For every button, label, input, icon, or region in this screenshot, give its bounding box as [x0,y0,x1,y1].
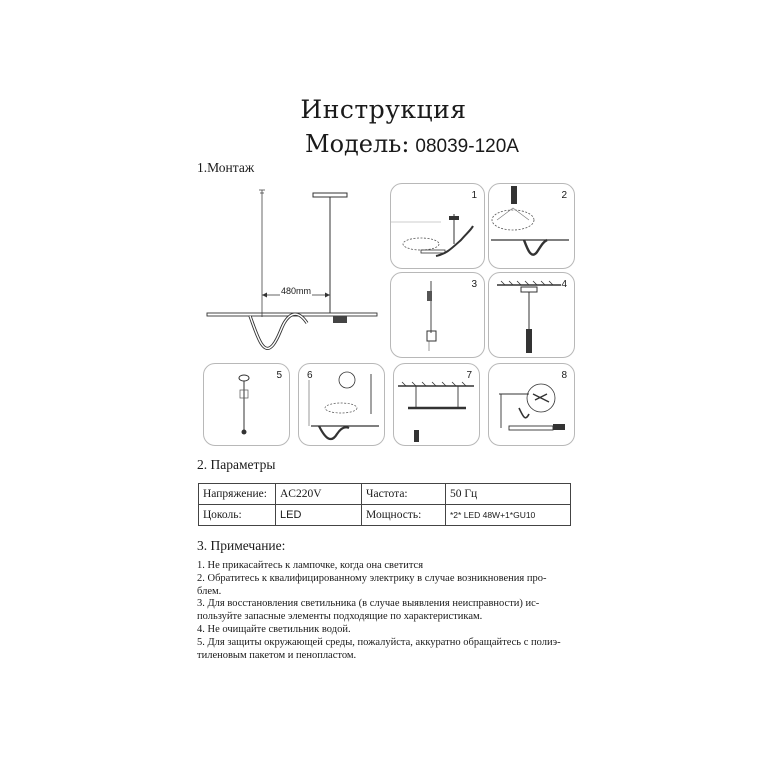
step-number: 5 [276,370,282,381]
step-panel-4 [488,272,575,358]
section-notes-heading: 3. Примечание: [197,538,286,553]
param-label: Частота: [362,484,446,505]
step-panel-8 [488,363,575,446]
step-number: 6 [307,370,313,381]
note-line: блем. [197,585,222,597]
model-number: 08039-120A [415,136,519,157]
note-line: 4. Не очищайте светильник водой. [197,623,351,635]
step-panel-3 [390,272,485,358]
params-table [198,483,571,526]
main-assembly-diagram [195,185,380,355]
step-panel-2 [488,183,575,269]
step-number: 1 [471,190,477,201]
dimension-label: 480mm [281,286,312,296]
model-label: Модель: [305,130,410,158]
model-line [305,130,519,158]
note-line: тиленовым пакетом и пенопластом. [197,649,357,661]
step-number: 4 [561,279,567,290]
step-number: 8 [561,370,567,381]
step-panel-1 [390,183,485,269]
section-mounting-heading: 1.Монтаж [197,160,255,175]
param-value: *2* LED 48W+1*GU10 [446,505,571,526]
param-label: Мощность: [362,505,446,526]
step-panel-5 [203,363,290,446]
note-line: 2. Обратитесь к квалифицированному электрику в случае возникновения про- [197,572,547,584]
param-value: AC220V [276,484,362,505]
note-line: 1. Не прикасайтесь к лампочке, когда она светится [197,560,424,571]
step-number: 7 [466,370,472,381]
notes-list [197,560,577,662]
step-panel-7 [393,363,480,446]
section-params-heading: 2. Параметры [197,457,276,472]
document-title: Инструкция [300,95,467,124]
param-value: 50 Гц [446,484,571,505]
note-line: 5. Для защиты окружающей среды, пожалуйста, аккуратно обращайтесь с полиэ- [197,636,561,648]
step-panel-6 [298,363,385,446]
table-row [199,505,571,526]
step-number: 3 [471,279,477,290]
note-line: 3. Для восстановления светильника (в случае выявления неисправности) ис- [197,598,540,610]
param-label: Напряжение: [199,484,276,505]
step-number: 2 [561,190,567,201]
table-row [199,484,571,505]
param-label: Цоколь: [199,505,276,526]
note-line: пользуйте запасные элементы подходящие по характеристикам. [197,611,483,623]
param-value: LED [276,505,362,526]
